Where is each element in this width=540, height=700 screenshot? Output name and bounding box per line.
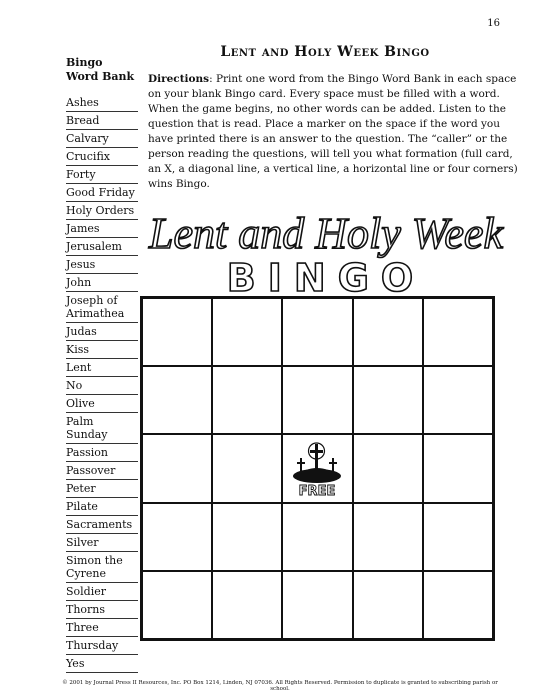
- word-bank-item: Soldier: [66, 583, 138, 601]
- bingo-cell[interactable]: [353, 366, 423, 434]
- word-bank-item: Thursday: [66, 637, 138, 655]
- free-label: FREE: [299, 484, 336, 499]
- bingo-cell[interactable]: [282, 503, 352, 571]
- crosses-icon: [285, 438, 349, 498]
- word-bank-item: Sacraments: [66, 516, 138, 534]
- bingo-cell[interactable]: [423, 434, 493, 502]
- bingo-cell[interactable]: [423, 298, 493, 366]
- bingo-cell[interactable]: [423, 503, 493, 571]
- bingo-cell[interactable]: [282, 366, 352, 434]
- word-bank-item: Olive: [66, 395, 138, 413]
- bingo-cell[interactable]: [353, 571, 423, 639]
- word-bank-item: Yes: [66, 655, 138, 673]
- word-bank-item: Kiss: [66, 341, 138, 359]
- word-bank-item: Lent: [66, 359, 138, 377]
- word-bank-item: Forty: [66, 166, 138, 184]
- word-bank-item: Peter: [66, 480, 138, 498]
- bingo-cell[interactable]: [212, 366, 282, 434]
- word-bank-item: Judas: [66, 323, 138, 341]
- word-bank-item: Three: [66, 619, 138, 637]
- word-bank-item: Joseph of Arimathea: [66, 292, 138, 323]
- bingo-cell[interactable]: [142, 571, 212, 639]
- word-bank-heading-line2: Word Bank: [66, 70, 135, 83]
- copyright-footer: © 2001 by Journal Press II Resources, Inc. PO Box 1214, Linden, NJ 07036. All Rights Reserved. Permission to duplicate is granted to subscribing parish or school.: [62, 680, 498, 692]
- free-space[interactable]: [282, 434, 352, 502]
- bingo-cell[interactable]: [212, 571, 282, 639]
- word-bank-item: Bread: [66, 112, 138, 130]
- bingo-banner: [140, 200, 512, 295]
- word-bank-item: Passion: [66, 444, 138, 462]
- word-bank-item: Jesus: [66, 256, 138, 274]
- page-title: Lent and Holy Week Bingo: [220, 44, 430, 60]
- word-bank-item: Jerusalem: [66, 238, 138, 256]
- word-bank-item: Silver: [66, 534, 138, 552]
- word-bank-item: Ashes: [66, 94, 138, 112]
- word-bank-item: John: [66, 274, 138, 292]
- word-bank-item: Holy Orders: [66, 202, 138, 220]
- bingo-cell[interactable]: [212, 298, 282, 366]
- bingo-grid: [140, 296, 495, 641]
- word-bank-item: Good Friday: [66, 184, 138, 202]
- bingo-cell[interactable]: [142, 434, 212, 502]
- bingo-cell[interactable]: [142, 298, 212, 366]
- word-bank-item: Calvary: [66, 130, 138, 148]
- bingo-cell[interactable]: [212, 503, 282, 571]
- word-bank-list: [66, 94, 138, 673]
- word-bank-item: James: [66, 220, 138, 238]
- word-bank-item: No: [66, 377, 138, 395]
- directions-label: Directions: [148, 73, 210, 85]
- word-bank-item: Palm Sunday: [66, 413, 138, 444]
- word-bank-item: Crucifix: [66, 148, 138, 166]
- bingo-cell[interactable]: [353, 503, 423, 571]
- bingo-cell[interactable]: [353, 298, 423, 366]
- directions-text: : Print one word from the Bingo Word Bank in each space on your blank Bingo card. Every space must be filled with a word. When the game begins, no other words can be added. Listen to the question that is read. Place a marker on the space if the word you have printed there is an answer to the question. The “caller” or the person reading the questions, will tell you what formation (full card, an X, a diagonal line, a vertical line, a horizontal line or four corners) wins Bingo.: [148, 73, 518, 190]
- bingo-cell[interactable]: [142, 366, 212, 434]
- bingo-cell[interactable]: [423, 366, 493, 434]
- bingo-cell[interactable]: [282, 298, 352, 366]
- word-bank-item: Passover: [66, 462, 138, 480]
- word-bank-heading: [66, 56, 134, 84]
- bingo-cell[interactable]: [212, 434, 282, 502]
- word-bank-item: Pilate: [66, 498, 138, 516]
- bingo-cell[interactable]: [353, 434, 423, 502]
- bingo-cell[interactable]: [142, 503, 212, 571]
- word-bank-item: Thorns: [66, 601, 138, 619]
- word-bank-item: Simon the Cyrene: [66, 552, 138, 583]
- page-number: 16: [487, 18, 500, 29]
- banner-title: Lent and Holy Week: [149, 209, 503, 258]
- bingo-cell[interactable]: [423, 571, 493, 639]
- bingo-cell[interactable]: [282, 571, 352, 639]
- banner-bingo: BINGO: [226, 256, 426, 295]
- word-bank-heading-line1: Bingo: [66, 56, 103, 69]
- directions: [148, 72, 520, 192]
